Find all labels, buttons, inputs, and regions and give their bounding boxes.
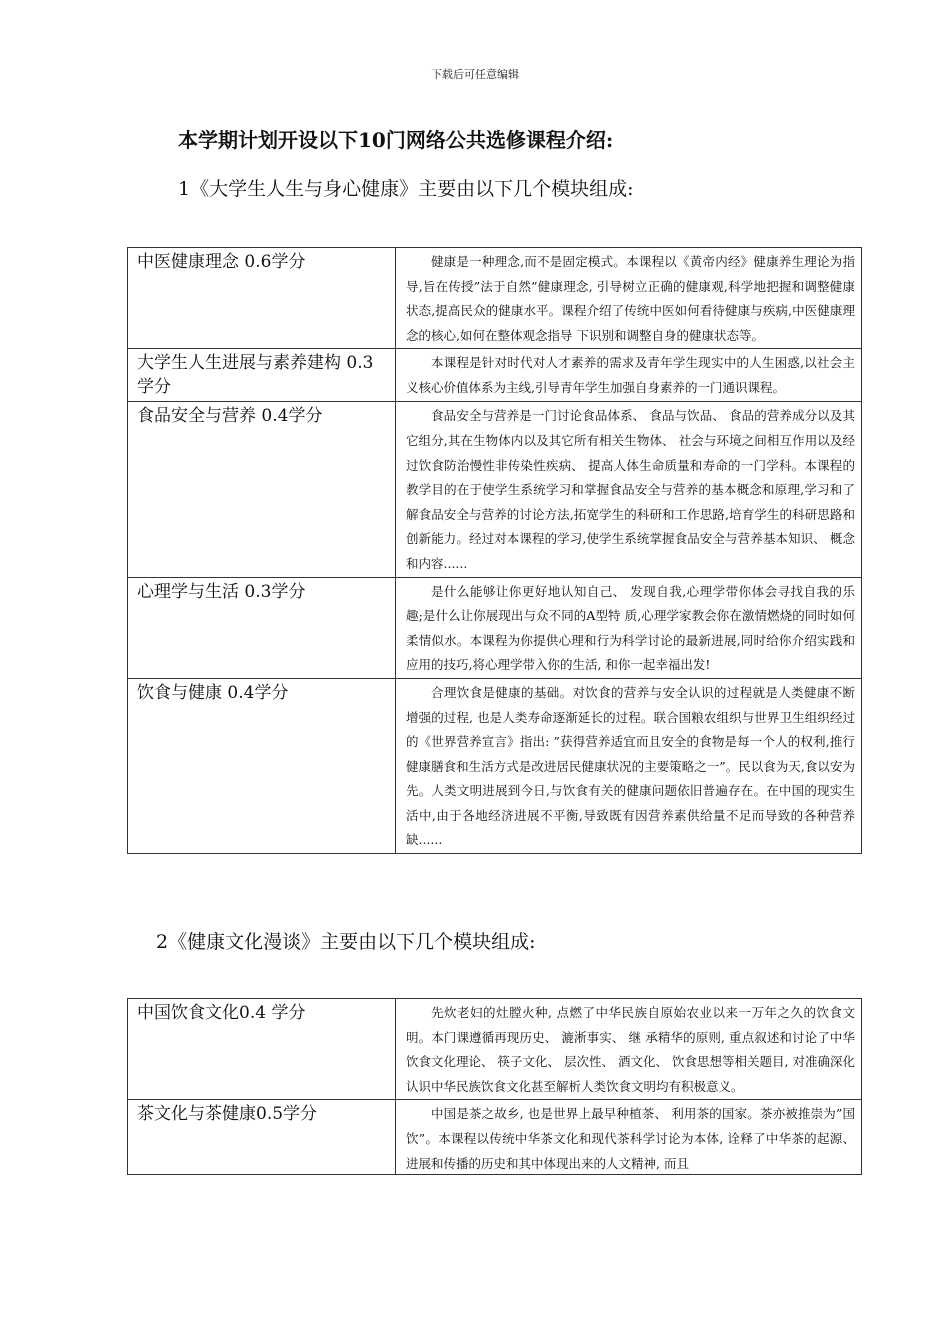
page-title: 本学期计划开设以下10门网络公共选修课程介绍: (178, 128, 614, 152)
course-description: 先炊老妇的灶膛火种, 点燃了中华民族自原始农业以来一万年之久的饮食文明。本门课遵循再现历史、 漉淅事实、 继 承精华的原则, 重点叙述和讨论了中华饮食文化理论、 筷子文化、 层次性、 酒文化、 饮食思想等相关题目, 对准确深化认识中华民族饮食文化甚至解析人类饮食文明均有积极意义。 (396, 999, 862, 1100)
table-row (128, 349, 862, 402)
course-name: 茶文化与茶健康0.5学分 (128, 1100, 396, 1175)
course-description: 食品安全与营养是一门讨论食品体系、 食品与饮品、 食品的营养成分以及其它组分,其在生物体内以及其它所有相关生物体、 社会与环境之间相互作用以及经过饮食防治慢性非传染性疾病、 提高人体生命质量和寿命的一门学科。本课程的教学目的在于使学生系统学习和掌握食品安全与营养的基本概念和原理,学习和了解食品安全与营养的讨论方法,拓宽学生的科研和工作思路,培育学生的科研思路和创新能力。经过对本课程的学习,使学生系统掌握食品安全与营养基本知识、 概念和内容...... (396, 402, 862, 577)
section-1-title: 1《大学生人生与身心健康》主要由以下几个模块组成: (178, 178, 634, 200)
course-description: 合理饮食是健康的基础。对饮食的营养与安全认识的过程就是人类健康不断增强的过程, 也是人类寿命逐渐延长的过程。联合国粮农组织与世界卫生组织经过的《世界营养宣言》指出: ”获得营养适宜而且安全的食物是每一个人的权利,推行健康膳食和生活方式是改进居民健康状况的主要策略之一”。民以食为天,食以安为先。人类文明进展到今日,与饮食有关的健康问题依旧普遍存在。在中国的现实生活中,由于各地经济进展不平衡,导致既有因营养素供给量不足而导致的各种营养缺...... (396, 678, 862, 853)
course-name: 食品安全与营养 0.4学分 (128, 402, 396, 577)
course-description: 健康是一种理念,而不是固定模式。本课程以《黄帝内经》健康养生理论为指导,旨在传授”法于自然”健康理念, 引导树立正确的健康观,科学地把握和调整健康状态,提高民众的健康水平。课程介绍了传统中医如何看待健康与疾病,中医健康理念的核心,如何在整体观念指导 下识别和调整自身的健康状态等。 (396, 248, 862, 349)
table-row (128, 1100, 862, 1175)
course-description: 是什么能够让你更好地认知自己、 发现自我,心理学带你体会寻找自我的乐趣;是什么让你展现出与众不同的A型特 质,心理学家教会你在激情燃烧的同时如何柔情似水。本课程为你提供心理和行为科学讨论的最新进展,同时给你介绍实践和应用的技巧,将心理学带入你的生活, 和你一起幸福出发! (396, 577, 862, 678)
table-row (128, 678, 862, 853)
course-name: 饮食与健康 0.4学分 (128, 678, 396, 853)
course-description-text: 中国是茶之故乡, 也是世界上最早种植茶、 利用茶的国家。茶亦被推崇为”国饮”。本课程以传统中华茶文化和现代茶科学讨论为本体, 诠释了中华茶的起源、 进展和传播的历史和其中体现出来的人文精神, 而且 (406, 1106, 855, 1171)
table-row (128, 999, 862, 1100)
course-description (396, 1100, 862, 1175)
header-note: 下载后可任意编辑 (431, 68, 519, 81)
table-row (128, 402, 862, 577)
section-1-course-table (127, 247, 862, 854)
course-name: 心理学与生活 0.3学分 (128, 577, 396, 678)
course-name: 中国饮食文化0.4 学分 (128, 999, 396, 1100)
table-row (128, 577, 862, 678)
table-row (128, 248, 862, 349)
section-2-title: 2《健康文化漫谈》主要由以下几个模块组成: (156, 931, 536, 953)
course-description: 本课程是针对时代对人才素养的需求及青年学生现实中的人生困惑,以社会主义核心价值体系为主线,引导青年学生加强自身素养的一门通识课程。 (396, 349, 862, 402)
course-name: 中医健康理念 0.6学分 (128, 248, 396, 349)
section-2-course-table (127, 998, 862, 1175)
course-name: 大学生人生进展与素养建构 0.3 学分 (128, 349, 396, 402)
